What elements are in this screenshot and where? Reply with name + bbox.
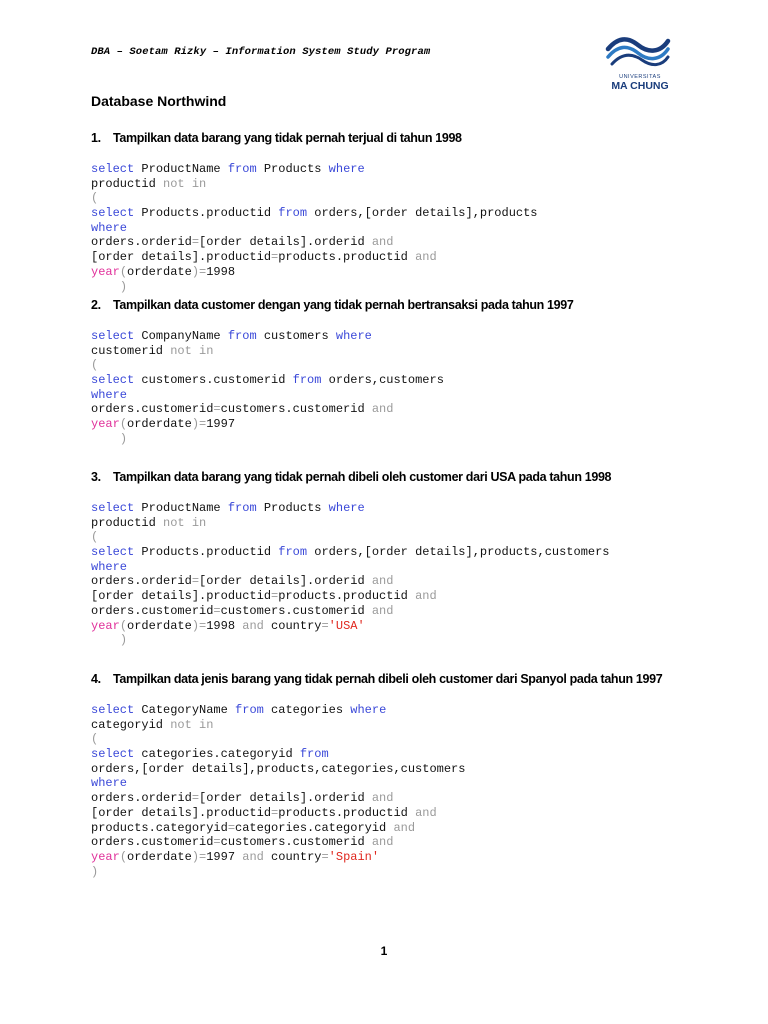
sql-keyword: where [91, 387, 128, 402]
question-heading [91, 130, 751, 146]
sql-operator: = [271, 589, 279, 604]
sql-identifier: orders,customers [321, 373, 444, 388]
sql-operator: ) [191, 264, 200, 279]
sql-operator: not [170, 343, 192, 358]
question-3 [91, 469, 751, 648]
sql-operator: not [163, 176, 185, 191]
sql-identifier: Products [256, 162, 329, 176]
sql-code-block [91, 703, 751, 879]
logo-line-1: UNIVERSITAS [619, 74, 661, 80]
sql-keyword: where [91, 776, 128, 791]
sql-identifier: orders.orderid [91, 791, 192, 806]
sql-identifier: 1997 [206, 849, 243, 864]
sql-keyword: where [335, 329, 372, 343]
sql-identifier: orders.customerid [91, 835, 214, 850]
sql-operator: ) [191, 417, 200, 432]
code-line [91, 604, 751, 619]
code-line [91, 358, 751, 373]
question-text: Tampilkan data barang yang tidak pernah terjual di tahun 1998 [113, 131, 462, 145]
sql-keyword: select [91, 747, 135, 762]
sql-operator: ( [91, 530, 99, 545]
code-line [91, 235, 751, 250]
sql-operator: = [191, 574, 200, 589]
sql-identifier: ProductName [134, 501, 228, 515]
sql-keyword: from [227, 329, 257, 343]
question-number: 1. [91, 131, 101, 145]
sql-identifier: products.productid [278, 805, 416, 820]
document-title: Database Northwind [91, 93, 227, 109]
sql-identifier: 1998 [206, 618, 243, 633]
sql-function: year [91, 264, 120, 279]
question-number: 2. [91, 298, 101, 312]
sql-operator: and [371, 235, 394, 250]
code-line [91, 344, 751, 359]
sql-operator: ) [119, 279, 128, 294]
sql-keyword: select [91, 501, 135, 515]
code-line [91, 432, 751, 447]
sql-operator: ( [119, 417, 128, 432]
sql-identifier [185, 177, 192, 191]
question-4 [91, 671, 751, 879]
sql-identifier: orders,[order details],products,categories,customers [91, 761, 466, 776]
code-line [91, 162, 751, 177]
code-line [91, 703, 751, 718]
question-heading [91, 297, 751, 313]
sql-keyword: from [235, 703, 264, 717]
sql-identifier: customers [256, 329, 336, 343]
sql-operator: and [415, 250, 437, 265]
code-line [91, 791, 751, 806]
sql-operator: and [415, 589, 437, 604]
sql-operator: and [242, 849, 264, 864]
sql-operator: = [321, 618, 329, 633]
code-line [91, 619, 751, 634]
sql-keyword: from [278, 545, 308, 560]
sql-identifier: productid [91, 515, 164, 530]
code-line [91, 718, 751, 733]
sql-keyword: from [278, 206, 308, 221]
sql-identifier: customers.customerid [220, 402, 372, 417]
sql-keyword: where [328, 501, 365, 515]
sql-identifier: Products [256, 501, 329, 515]
sql-operator: and [371, 835, 394, 850]
code-line [91, 732, 751, 747]
university-logo-icon [604, 31, 672, 93]
sql-identifier: productid [91, 176, 164, 191]
code-line [91, 633, 751, 648]
code-line [91, 821, 751, 836]
code-line [91, 516, 751, 531]
sql-keyword: select [91, 206, 135, 221]
sql-operator: ( [91, 358, 99, 373]
sql-operator: ) [191, 618, 200, 633]
sql-identifier [91, 432, 120, 446]
sql-operator: = [199, 618, 207, 633]
sql-operator: ( [119, 849, 128, 864]
sql-keyword: select [91, 329, 135, 343]
sql-function: year [91, 417, 120, 432]
sql-identifier: orders.customerid [91, 402, 214, 417]
sql-identifier: orderdate [127, 417, 192, 432]
question-1 [91, 130, 751, 294]
sql-identifier [192, 718, 199, 732]
sql-operator: = [213, 402, 221, 417]
sql-function: year [91, 618, 120, 633]
sql-identifier: Products.productid [134, 206, 279, 221]
code-line [91, 762, 751, 777]
code-line [91, 589, 751, 604]
sql-identifier: orders.orderid [91, 574, 192, 589]
sql-identifier: orders.orderid [91, 235, 192, 250]
sql-operator: ) [119, 633, 128, 648]
sql-operator: ) [119, 431, 128, 446]
code-line [91, 574, 751, 589]
sql-operator: in [191, 515, 207, 530]
sql-operator: ) [191, 849, 200, 864]
code-line [91, 806, 751, 821]
sql-identifier: categories.categoryid [235, 820, 394, 835]
sql-operator: ) [91, 864, 99, 879]
code-line [91, 280, 751, 295]
sql-operator: = [191, 791, 200, 806]
sql-function: year [91, 849, 120, 864]
code-line [91, 177, 751, 192]
sql-identifier: orderdate [127, 264, 192, 279]
code-line [91, 206, 751, 221]
sql-identifier: customers.customerid [220, 835, 372, 850]
sql-keyword: select [91, 373, 135, 388]
sql-keyword: from [227, 501, 257, 515]
sql-keyword: from [292, 373, 322, 388]
sql-identifier: [order details].orderid [199, 574, 372, 589]
sql-operator: ( [119, 264, 128, 279]
sql-identifier: orders,[order details],products [307, 206, 538, 221]
sql-identifier: categories.categoryid [134, 747, 300, 762]
sql-keyword: from [227, 162, 257, 176]
sql-keyword: select [91, 545, 135, 560]
sql-operator: = [271, 805, 279, 820]
code-line [91, 417, 751, 432]
question-text: Tampilkan data barang yang tidak pernah dibeli oleh customer dari USA pada tahun 1998 [113, 470, 612, 484]
code-line [91, 191, 751, 206]
sql-identifier: country [263, 618, 322, 633]
sql-identifier: Products.productid [134, 545, 279, 560]
question-text: Tampilkan data jenis barang yang tidak pernah dibeli oleh customer dari Spanyol pada tahun 1997 [113, 672, 663, 686]
sql-operator: and [371, 574, 394, 589]
sql-identifier: products.categoryid [91, 820, 228, 835]
sql-identifier: [order details].orderid [199, 235, 372, 250]
sql-identifier: orderdate [127, 618, 192, 633]
sql-identifier: orders.customerid [91, 603, 214, 618]
sql-identifier: country [263, 849, 322, 864]
sql-identifier: categoryid [91, 717, 171, 732]
logo-line-2: MA CHUNG [611, 80, 669, 92]
sql-keyword: where [350, 703, 387, 717]
sql-operator: not [163, 515, 185, 530]
sql-identifier [192, 344, 199, 358]
sql-code-block [91, 329, 751, 447]
sql-identifier: products.productid [278, 250, 416, 265]
sql-operator: and [371, 402, 394, 417]
question-heading [91, 671, 751, 687]
sql-operator: ( [91, 191, 99, 206]
question-heading [91, 469, 751, 485]
sql-operator: = [271, 250, 279, 265]
sql-keyword: from [299, 747, 329, 762]
sql-operator: and [242, 618, 264, 633]
question-number: 4. [91, 672, 101, 686]
sql-identifier [91, 280, 120, 294]
code-line [91, 373, 751, 388]
sql-operator: and [415, 805, 437, 820]
sql-operator: in [199, 717, 214, 732]
sql-operator: not [170, 717, 192, 732]
sql-keyword: select [91, 162, 135, 176]
sql-operator: = [199, 849, 207, 864]
sql-operator: = [213, 835, 221, 850]
sql-operator: = [321, 849, 329, 864]
sql-identifier: 1997 [206, 417, 236, 432]
sql-operator: and [371, 603, 394, 618]
sql-code-block [91, 162, 751, 294]
sql-identifier: customerid [91, 343, 171, 358]
sql-string: 'Spain' [328, 849, 380, 864]
sql-identifier: [order details].productid [91, 805, 272, 820]
sql-identifier: CompanyName [134, 329, 228, 343]
code-line [91, 501, 751, 516]
sql-operator: ( [119, 618, 128, 633]
sql-operator: ( [91, 732, 99, 747]
code-line [91, 530, 751, 545]
sql-identifier: customers.customerid [220, 603, 372, 618]
code-line [91, 388, 751, 403]
sql-operator: = [199, 264, 207, 279]
code-line [91, 865, 751, 880]
sql-operator: in [191, 176, 207, 191]
sql-identifier: 1998 [206, 264, 236, 279]
page-number: 1 [380, 944, 388, 958]
sql-identifier [91, 633, 120, 647]
sql-identifier [185, 516, 192, 530]
code-line [91, 776, 751, 791]
code-line [91, 747, 751, 762]
code-line [91, 402, 751, 417]
sql-operator: in [199, 343, 214, 358]
sql-operator: = [227, 820, 236, 835]
sql-identifier: ProductName [134, 162, 228, 176]
sql-string: 'USA' [328, 618, 365, 633]
code-line [91, 250, 751, 265]
code-line [91, 835, 751, 850]
question-text: Tampilkan data customer dengan yang tidak pernah bertransaksi pada tahun 1997 [113, 298, 574, 312]
question-number: 3. [91, 470, 101, 484]
sql-operator: and [393, 820, 416, 835]
sql-operator: = [213, 603, 221, 618]
code-line [91, 560, 751, 575]
sql-operator: = [199, 417, 207, 432]
code-line [91, 850, 751, 865]
sql-identifier: CategoryName [134, 703, 236, 717]
sql-identifier: [order details].orderid [199, 791, 372, 806]
sql-keyword: select [91, 703, 135, 717]
sql-identifier: products.productid [278, 589, 416, 604]
sql-identifier: customers.customerid [134, 373, 293, 388]
sql-keyword: where [328, 162, 365, 176]
code-line [91, 329, 751, 344]
sql-identifier: [order details].productid [91, 589, 272, 604]
code-line [91, 221, 751, 236]
sql-identifier: [order details].productid [91, 250, 272, 265]
code-line [91, 545, 751, 560]
question-2 [91, 297, 751, 447]
sql-code-block [91, 501, 751, 648]
sql-keyword: where [91, 220, 128, 235]
sql-identifier: categories [263, 703, 351, 717]
sql-operator: and [371, 791, 394, 806]
running-header: DBA – Soetam Rizky – Information System Study Program [91, 46, 431, 58]
code-line [91, 265, 751, 280]
sql-keyword: where [91, 559, 128, 574]
sql-identifier: orders,[order details],products,customers [307, 545, 610, 560]
sql-identifier: orderdate [127, 849, 192, 864]
sql-operator: = [191, 235, 200, 250]
